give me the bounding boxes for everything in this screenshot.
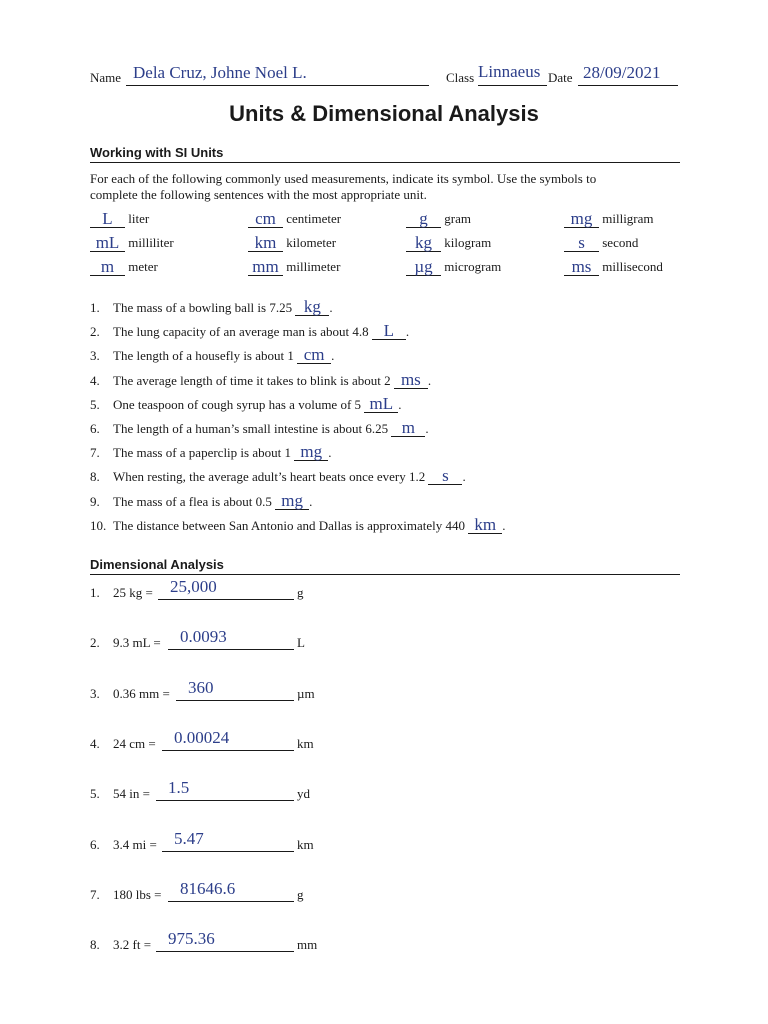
problem-number: 8. xyxy=(90,937,100,952)
answer-blank[interactable] xyxy=(294,442,328,461)
question-text: The mass of a paperclip is about 1 mg . xyxy=(113,442,332,461)
unit-symbol-blank[interactable] xyxy=(564,235,599,252)
unit-item xyxy=(90,234,174,252)
unit-item xyxy=(248,210,341,228)
problem-given: 180 lbs = xyxy=(113,887,162,902)
section-divider xyxy=(90,574,680,575)
question-number: 8. xyxy=(90,469,100,484)
question-text: The length of a human’s small intestine is about 6.25 m . xyxy=(113,418,429,437)
answer-blank[interactable] xyxy=(428,466,462,485)
unit-symbol-answer: mL xyxy=(95,233,120,252)
problem-unit: km xyxy=(297,837,314,852)
date-label: Date xyxy=(548,70,573,85)
question-answer: kg xyxy=(303,297,321,316)
name-field[interactable] xyxy=(126,61,429,86)
unit-symbol-answer: mm xyxy=(252,257,279,276)
instructions-line-1: For each of the following commonly used measurements, indicate its symbol. Use the symbols to xyxy=(90,171,597,186)
instructions-line-2: complete the following sentences with the most appropriate unit. xyxy=(90,187,427,202)
question-number: 10. xyxy=(90,518,107,533)
question-answer: L xyxy=(383,321,395,340)
answer-blank[interactable] xyxy=(364,394,398,413)
problem-answer-line[interactable] xyxy=(168,901,294,902)
problem-answer-line[interactable] xyxy=(168,649,294,650)
section-heading-si-units: Working with SI Units xyxy=(90,145,224,160)
problem-answer: 25,000 xyxy=(170,577,217,596)
question-text: The distance between San Antonio and Dallas is approximately 440 km . xyxy=(113,515,506,534)
page-title: Units & Dimensional Analysis xyxy=(229,101,539,126)
question-answer: m xyxy=(401,418,415,437)
unit-name-label: second xyxy=(599,235,639,250)
unit-name-label: microgram xyxy=(441,259,502,274)
date-field[interactable] xyxy=(578,61,678,86)
question-answer: ms xyxy=(400,370,421,389)
unit-item xyxy=(406,210,471,228)
question-number: 1. xyxy=(90,300,100,315)
problem-answer-line[interactable] xyxy=(162,851,294,852)
problem-unit: km xyxy=(297,736,314,751)
problem-answer-line[interactable] xyxy=(156,800,294,801)
question-answer: mg xyxy=(281,491,303,510)
problem-number: 6. xyxy=(90,837,100,852)
problem-number: 7. xyxy=(90,887,100,902)
unit-symbol-answer: km xyxy=(254,233,277,252)
unit-symbol-blank[interactable] xyxy=(248,235,283,252)
problem-answer: 81646.6 xyxy=(180,879,236,898)
unit-symbol-answer: mg xyxy=(570,209,593,228)
question-text: The mass of a bowling ball is 7.25 kg . xyxy=(113,297,333,316)
problem-given: 25 kg = xyxy=(113,585,153,600)
problem-given: 9.3 mL = xyxy=(113,635,161,650)
question-number: 2. xyxy=(90,324,100,339)
unit-item xyxy=(564,234,638,252)
problem-answer-line[interactable] xyxy=(156,951,294,952)
problem-given: 3.4 mi = xyxy=(113,837,157,852)
question-answer: mg xyxy=(300,442,323,461)
unit-name-label: milliliter xyxy=(125,235,174,250)
unit-symbol-blank[interactable] xyxy=(564,259,599,276)
unit-name-label: kilometer xyxy=(283,235,337,250)
date-value: 28/09/2021 xyxy=(583,63,661,82)
problem-answer: 0.0093 xyxy=(180,627,227,646)
class-label: Class xyxy=(446,70,475,85)
problem-answer-line[interactable] xyxy=(162,750,294,751)
answer-blank[interactable] xyxy=(394,370,428,389)
question-answer: km xyxy=(474,515,497,534)
class-field[interactable] xyxy=(478,61,547,86)
unit-item xyxy=(406,234,491,252)
unit-item xyxy=(406,258,501,276)
problem-number: 5. xyxy=(90,786,100,801)
problem-unit: g xyxy=(297,887,304,902)
unit-item xyxy=(564,210,654,228)
question-text: The mass of a flea is about 0.5 mg . xyxy=(113,491,313,510)
question-number: 5. xyxy=(90,397,100,412)
problem-unit: L xyxy=(297,635,305,650)
unit-name-label: centimeter xyxy=(283,211,342,226)
question-number: 4. xyxy=(90,373,100,388)
question-number: 9. xyxy=(90,494,100,509)
unit-symbol-answer: ms xyxy=(571,257,592,276)
problem-answer: 1.5 xyxy=(168,778,190,797)
answer-blank[interactable] xyxy=(391,418,425,437)
problem-number: 2. xyxy=(90,635,100,650)
unit-name-label: gram xyxy=(441,211,471,226)
answer-blank[interactable] xyxy=(372,321,406,340)
problem-number: 3. xyxy=(90,686,100,701)
question-text: One teaspoon of cough syrup has a volume of 5 mL . xyxy=(113,394,402,413)
problem-unit: mm xyxy=(297,937,318,952)
unit-item xyxy=(248,234,336,252)
question-text: When resting, the average adult’s heart beats once every 1.2 s . xyxy=(113,466,466,485)
unit-symbol-answer: s xyxy=(578,233,585,252)
problem-answer: 975.36 xyxy=(168,929,215,948)
answer-blank[interactable] xyxy=(297,345,331,364)
unit-symbol-answer: cm xyxy=(255,209,276,228)
unit-name-label: milligram xyxy=(599,211,654,226)
problem-answer: 5.47 xyxy=(174,829,204,848)
unit-name-label: kilogram xyxy=(441,235,492,250)
question-answer: cm xyxy=(303,345,325,364)
unit-symbol-blank[interactable] xyxy=(90,235,125,252)
unit-symbol-blank[interactable] xyxy=(248,259,283,276)
problem-answer-line[interactable] xyxy=(158,599,294,600)
problem-unit: µm xyxy=(297,686,315,701)
unit-symbol-blank[interactable] xyxy=(248,211,283,228)
problem-number: 4. xyxy=(90,736,100,751)
unit-name-label: meter xyxy=(125,259,158,274)
unit-symbol-blank[interactable] xyxy=(90,211,125,228)
question-number: 7. xyxy=(90,445,100,460)
unit-symbol-blank[interactable] xyxy=(406,235,441,252)
unit-symbol-blank[interactable] xyxy=(90,259,125,276)
question-text: The lung capacity of an average man is about 4.8 L . xyxy=(113,321,410,340)
section-heading-dimensional-analysis: Dimensional Analysis xyxy=(90,557,224,572)
problem-unit: yd xyxy=(297,786,310,801)
unit-symbol-answer: m xyxy=(100,257,115,276)
unit-name-label: millimeter xyxy=(283,259,341,274)
unit-symbol-answer: g xyxy=(419,209,428,228)
unit-symbol-blank[interactable] xyxy=(406,211,441,228)
unit-symbol-blank[interactable] xyxy=(406,259,441,276)
unit-item xyxy=(90,210,149,228)
problem-given: 3.2 ft = xyxy=(113,937,152,952)
question-text: The length of a housefly is about 1 cm . xyxy=(113,345,335,364)
unit-item xyxy=(248,258,340,276)
problem-unit: g xyxy=(297,585,304,600)
question-number: 3. xyxy=(90,348,100,363)
problem-given: 0.36 mm = xyxy=(113,686,170,701)
problem-answer-line[interactable] xyxy=(176,700,294,701)
problem-answer: 360 xyxy=(188,678,214,697)
name-label: Name xyxy=(90,70,122,85)
problem-number: 1. xyxy=(90,585,100,600)
answer-blank[interactable] xyxy=(295,297,329,316)
answer-blank[interactable] xyxy=(275,491,309,510)
question-answer: mL xyxy=(369,394,394,413)
unit-symbol-answer: µg xyxy=(414,257,433,276)
unit-name-label: millisecond xyxy=(599,259,663,274)
question-number: 6. xyxy=(90,421,100,436)
question-answer: s xyxy=(442,466,449,485)
problem-answer: 0.00024 xyxy=(174,728,230,747)
answer-blank[interactable] xyxy=(468,515,502,534)
unit-symbol-answer: L xyxy=(102,209,113,228)
problem-given: 24 cm = xyxy=(113,736,156,751)
unit-item xyxy=(90,258,158,276)
name-value: Dela Cruz, Johne Noel L. xyxy=(133,63,307,82)
unit-name-label: liter xyxy=(125,211,150,226)
problem-given: 54 in = xyxy=(113,786,150,801)
unit-item xyxy=(564,258,663,276)
unit-symbol-blank[interactable] xyxy=(564,211,599,228)
question-text: The average length of time it takes to blink is about 2 ms . xyxy=(113,370,432,389)
section-divider xyxy=(90,162,680,163)
unit-symbol-answer: kg xyxy=(415,233,432,252)
class-value: Linnaeus xyxy=(478,62,541,81)
